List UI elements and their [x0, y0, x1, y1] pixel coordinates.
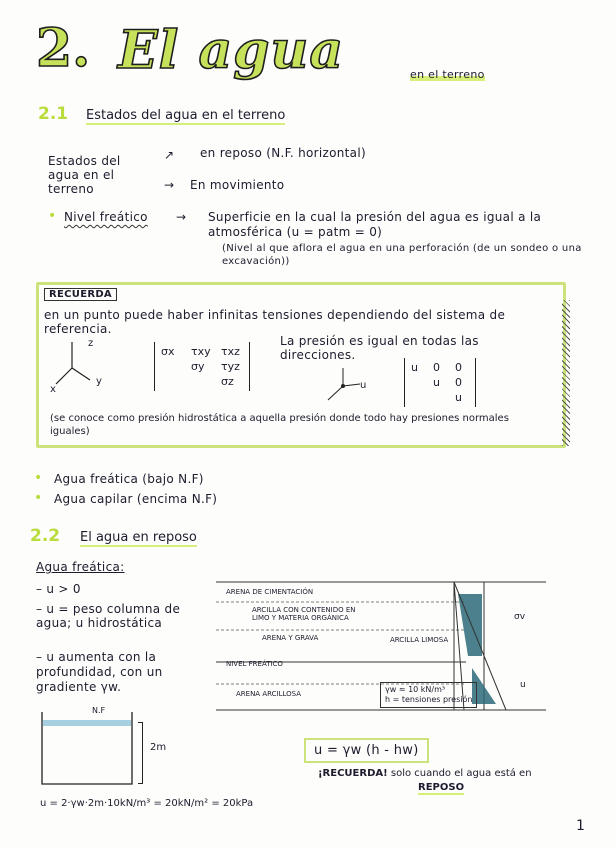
- axis-z-label: z: [88, 338, 94, 349]
- freatica-point-1: – u > 0: [36, 582, 81, 596]
- tank-depth-bracket: [138, 722, 143, 784]
- formula-note: ¡RECUERDA! solo cuando el agua está en: [318, 768, 532, 779]
- arrow-icon: →: [164, 178, 175, 192]
- section-2-2-title: El agua en reposo: [80, 530, 197, 545]
- soil-label-6: ARENA ARCILLOSA: [236, 690, 302, 698]
- nivel-note: (Nivel al que aflora el agua en una perforación (de un sondeo o una excavación)): [222, 243, 582, 267]
- soil-label-3: ARENA Y GRAVA: [262, 634, 319, 642]
- pressure-text: La presión es igual en todas las direcciones.: [280, 334, 479, 362]
- tensor-matrix: σx τxy τxz σy τyz σz: [154, 342, 250, 391]
- diagram-sigma-label: σv: [514, 612, 526, 622]
- hydrostatic-formula: u = γw (h - hw): [304, 738, 429, 763]
- title-number: 2.: [36, 18, 91, 79]
- soil-label-2: ARCILLA CON CONTENIDO EN LIMO Y MATERIA ORGÁNICA: [252, 606, 356, 622]
- bullet-icon: •: [34, 470, 43, 486]
- axis-x-label: x: [50, 384, 56, 395]
- state-rest: en reposo (N.F. horizontal): [200, 146, 366, 160]
- arrow-icon: →: [176, 210, 187, 224]
- states-label: Estados del agua en el terreno: [48, 154, 121, 196]
- section-2-2-number: 2.2: [30, 526, 61, 546]
- nivel-definition: Superficie en la cual la presión del agua es igual a la atmosférica (u = patm = 0): [208, 210, 542, 239]
- diagram-u-label: u: [520, 680, 526, 690]
- section-2-1-title: Estados del agua en el terreno: [86, 108, 286, 123]
- bullet-icon: •: [48, 208, 57, 224]
- freatica-point-3: – u aumenta con la profundidad, con un gradiente γw.: [36, 650, 163, 694]
- arrow-icon: ↗: [164, 148, 175, 162]
- title-subtitle: en el terreno: [410, 68, 485, 81]
- water-type-2: Agua capilar (encima N.F): [54, 492, 218, 506]
- freatica-point-2: – u = peso columna de agua; u hidrostática: [36, 602, 181, 630]
- page-number: 1: [576, 818, 585, 834]
- nivel-label: Nivel freático: [64, 210, 148, 224]
- title-word: El agua: [118, 20, 345, 81]
- recuerda-tag: RECUERDA: [44, 288, 117, 301]
- pressure-u-label: u: [360, 380, 367, 391]
- tank-nf-label: N.F: [92, 706, 106, 715]
- freatica-subtitle: Agua freática:: [36, 560, 125, 574]
- axis-y-label: y: [96, 376, 102, 387]
- soil-label-1: ARENA DE CIMENTACIÓN: [226, 588, 314, 596]
- soil-label-4: ARCILLA LIMOSA: [390, 636, 449, 644]
- recuerda-text: en un punto puede haber infinitas tensiones dependiendo del sistema de referencia.: [44, 308, 506, 336]
- bullet-icon: •: [34, 490, 43, 506]
- state-move: En movimiento: [190, 178, 285, 192]
- diagram-info-box: γw ≈ 10 kN/m³ h = tensiones presión: [380, 682, 477, 708]
- tank-depth-label: 2m: [150, 742, 167, 753]
- section-2-1-number: 2.1: [38, 104, 69, 124]
- recuerda-shadow: [562, 300, 570, 446]
- water-type-1: Agua freática (bajo N.F): [54, 472, 204, 486]
- tank-calculation: u = 2·γw·2m·10kN/m³ = 20kN/m² = 20kPa: [40, 798, 254, 809]
- recuerda-note: (se conoce como presión hidrostática a aquella presión donde todo hay presiones normales iguales): [50, 413, 509, 437]
- formula-note-end: REPOSO: [418, 782, 465, 793]
- pressure-matrix: u 0 0 u 0 u: [404, 358, 476, 407]
- soil-label-5: NIVEL FREÁTICO: [226, 660, 283, 668]
